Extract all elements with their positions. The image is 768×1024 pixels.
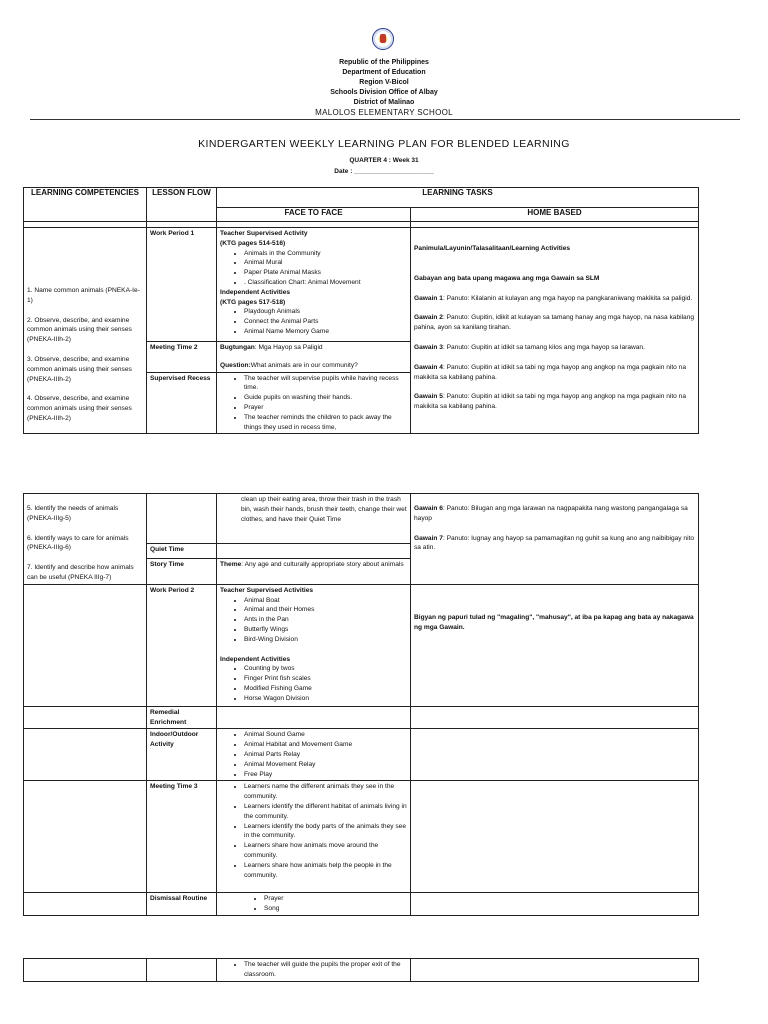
gawain-7-label: Gawain 7: [414, 534, 443, 542]
header-competencies: LEARNING COMPETENCIES: [24, 188, 147, 222]
gawain-4-label: Gawain 4: [414, 363, 443, 371]
ia-list: [220, 307, 407, 336]
list-item: • Connect the Animal Parts: [244, 317, 407, 327]
list-item: • Paper Plate Animal Masks: [244, 268, 407, 278]
competency-2: 2. Observe, describe, and examine common animals using their senses (PNEKA-IIIh-2): [27, 316, 132, 344]
home-intro: Panimula/Layunin/Talasalitaan/Learning Activities: [414, 245, 571, 252]
list-item: • Animal Movement Relay: [244, 760, 407, 770]
gawain-4: [414, 363, 695, 383]
question-text: What animals are in our community?: [250, 361, 358, 369]
gawain-1-text: : Panuto: Kilalanin at kulayan ang mga hayop na pangkaraniwang makikita sa paligid.: [442, 294, 693, 302]
supervised-recess-tasks: [217, 372, 411, 434]
remedial-enrichment-label: Remedial Enrichment: [147, 706, 217, 729]
list-item: • Playdough Animals: [244, 307, 407, 317]
list-item: • Animals in the Community: [244, 249, 407, 259]
home-based-cell-1: [411, 228, 699, 434]
gawain-2: [414, 313, 695, 333]
deped-seal: [372, 28, 394, 50]
competency-7: 7. Identify and describe how animals can be useful (PNEKA IIIg-7): [27, 564, 134, 581]
competency-5: 5. Identify the needs of animals (PNEKA-IIIg-5): [27, 505, 119, 522]
meeting-time-3-tasks: [217, 781, 411, 893]
meeting-time-2-tasks: [217, 342, 411, 373]
header-home-based: HOME BASED: [411, 208, 699, 222]
list-item: • Animal Parts Relay: [244, 750, 407, 760]
work-period-2-label: Work Period 2: [147, 584, 217, 706]
list-item: • Free Play: [244, 770, 407, 780]
dismissal-routine-tasks: [217, 893, 411, 916]
list-item: • Song: [264, 904, 407, 914]
header-republic: Republic of the Philippines: [339, 59, 429, 66]
list-item: • Animal Name Memory Game: [244, 327, 407, 337]
header-district: District of Malinao: [353, 99, 415, 106]
list-item: • Finger Print fish scales: [244, 674, 407, 684]
competency-3: 3. Observe, describe, and examine common animals using their senses (PNEKA-IIIh-2): [27, 355, 132, 383]
question-label: Question:: [220, 361, 251, 369]
header-department: Department of Education: [342, 69, 426, 76]
ia-title: Independent Activities: [220, 288, 291, 296]
gawain-3: [414, 343, 695, 353]
document-title: KINDERGARTEN WEEKLY LEARNING PLAN FOR BLENDED LEARNING: [198, 138, 570, 150]
theme-label: Theme: [220, 560, 242, 568]
work-period-2-tasks: [217, 584, 411, 706]
gawain-5: [414, 392, 695, 412]
gawain-6-label: Gawain 6: [414, 505, 443, 512]
list-item: • Bird-Wing Division: [244, 635, 407, 645]
gawain-7: [414, 534, 695, 554]
ia-title: Independent Activities: [220, 655, 291, 663]
competency-6: 6. Identify ways to care for animals (PNEKA-IIIg-6): [27, 534, 129, 552]
list-item: • The teacher will supervise pupils while having recess time.: [244, 374, 407, 394]
gawain-2-text: : Panuto: Gupitin, idikit at kulayan sa tamang hanay ang mga hayop, na nasa kabilang pahina, ayon sa kanilang tirahan.: [414, 314, 695, 332]
list-item: • Prayer: [244, 403, 407, 413]
list-item: • Butterfly Wings: [244, 625, 407, 635]
competencies-cell-2: [24, 494, 147, 585]
bugtungan-text: : Mga Hayop sa Paligid: [254, 344, 323, 351]
indoor-outdoor-tasks: [217, 729, 411, 781]
header-face-to-face: FACE TO FACE: [217, 208, 411, 222]
home-based-cell-2: [411, 494, 699, 585]
quiet-time-label: Quiet Time: [147, 543, 217, 558]
mt3-list: [220, 782, 407, 880]
gawain-2-label: Gawain 2: [414, 314, 443, 322]
ia-list: [220, 664, 407, 703]
header-learning-tasks: LEARNING TASKS: [217, 188, 699, 208]
list-item: • Counting by twos: [244, 664, 407, 674]
dismissal-routine-label: Dismissal Routine: [147, 893, 217, 916]
list-item: • Learners share how animals move around the community.: [244, 841, 407, 861]
gawain-1-label: Gawain 1: [414, 294, 443, 302]
story-time-tasks: [217, 558, 411, 584]
meeting-time-2-label: Meeting Time 2: [147, 342, 217, 373]
gawain-3-label: Gawain 3: [414, 343, 443, 351]
dismissal-list: [220, 894, 407, 914]
competency-4: 4. Observe, describe, and examine common animals using their senses (PNEKA-IIIh-2): [27, 395, 132, 422]
tsa-list: [220, 249, 407, 288]
work-period-1-tasks: [217, 228, 411, 342]
list-item: • Learners identify the body parts of the animals they see in the community.: [244, 822, 407, 842]
list-item: • Learners name the different animals they see in the community.: [244, 782, 407, 802]
gawain-7-text: : Panuto: Iugnay ang hayop sa pamamagitan ng guhit sa kung ano ang naibibigay nito sa atin.: [414, 534, 695, 552]
gawain-5-text: : Panuto: Gupitin at idikit sa tabi ng mga hayop ang angkop na mga pagkain nito na makikita sa kabilang pahina.: [414, 393, 686, 411]
list-item: • Guide pupils on washing their hands.: [244, 393, 407, 403]
list-item: • Animal Mural: [244, 258, 407, 268]
tsa-list: [220, 596, 407, 645]
tsa-pages: (KTG pages 514-516): [220, 239, 286, 247]
list-item: • Animal Boat: [244, 596, 407, 606]
competencies-cell-1: [24, 228, 147, 434]
list-item: • Ants in the Pan: [244, 615, 407, 625]
plan-table-page-1: [23, 187, 699, 434]
gawain-6: [414, 504, 695, 524]
list-item: • Prayer: [264, 894, 407, 904]
theme-text: : Any age and culturally appropriate story about animals: [241, 560, 404, 568]
story-time-label: Story Time: [147, 558, 217, 584]
gawain-1: [414, 294, 695, 304]
list-item: • . Classification Chart: Animal Movement: [244, 278, 407, 288]
tsa-title: Teacher Supervised Activity: [220, 230, 308, 237]
home-gabayan: Gabayan ang bata upang magawa ang mga Gawain sa SLM: [414, 274, 600, 282]
supervised-recess-label: Supervised Recess: [147, 372, 217, 434]
recess-continued: clean up their eating area, throw their trash in the trash bin, wash their hands, brush their teeth, change their wet clothes, and have their Quiet Time: [217, 494, 411, 544]
gawain-5-label: Gawain 5: [414, 393, 443, 401]
indoor-list: [220, 730, 407, 779]
list-item: • Modified Fishing Game: [244, 684, 407, 694]
dismissal-continued-list: [220, 960, 407, 980]
header-lesson-flow: LESSON FLOW: [147, 188, 217, 222]
work-period-1-label: Work Period 1: [147, 228, 217, 342]
list-item: • Animal and their Homes: [244, 605, 407, 615]
gawain-3-text: : Panuto: Gupitin at idikit sa tamang kilos ang mga hayop sa larawan.: [442, 343, 645, 351]
list-item: • Learners share how animals help the people in the community.: [244, 861, 407, 881]
list-item: • The teacher will guide the pupils the proper exit of the classroom.: [244, 960, 407, 980]
list-item: • Learners identify the different habitat of animals living in the community.: [244, 802, 407, 822]
ia-pages: (KTG pages 517-518): [220, 298, 286, 306]
tsa-title: Teacher Supervised Activities: [220, 586, 314, 594]
header-school: MALOLOS ELEMENTARY SCHOOL: [315, 108, 453, 117]
plan-table-page-2: [23, 493, 699, 916]
header-divider: [30, 119, 740, 120]
list-item: • Animal Sound Game: [244, 730, 407, 740]
quarter-label: QUARTER 4 : Week 31: [349, 157, 419, 164]
gawain-4-text: : Panuto: Gupitin at idikit sa tabi ng mga hayop ang angkop na mga pagkain nito na makikita sa kabilang pahina.: [414, 363, 686, 381]
dismissal-continued: [217, 959, 411, 982]
home-praise: Bigyan ng papuri tulad ng "magaling", "mahusay", at iba pa kapag ang bata ay nakagawa ng mga Gawain.: [414, 613, 694, 631]
gawain-6-text: : Panuto: Bilugan ang mga larawan na nagpapakita nang wastong pangangalaga sa hayop: [414, 505, 688, 522]
plan-table-page-3: [23, 958, 699, 982]
indoor-outdoor-label: Indoor/Outdoor Activity: [147, 729, 217, 781]
list-item: • The teacher reminds the children to pack away the things they used in recess time,: [244, 413, 407, 433]
competency-1: 1. Name common animals (PNEKA-Ie-1): [27, 287, 140, 304]
date-line: Date : ______________________: [334, 168, 434, 175]
list-item: • Animal Habitat and Movement Game: [244, 740, 407, 750]
recess-list: [220, 374, 407, 433]
header-region: Region V-Bicol: [359, 79, 409, 86]
meeting-time-3-label: Meeting Time 3: [147, 781, 217, 893]
home-praise-cell: [411, 584, 699, 706]
list-item: • Horse Wagon Division: [244, 694, 407, 704]
header-division: Schools Division Office of Albay: [330, 89, 438, 96]
bugtungan-label: Bugtungan: [220, 344, 255, 351]
